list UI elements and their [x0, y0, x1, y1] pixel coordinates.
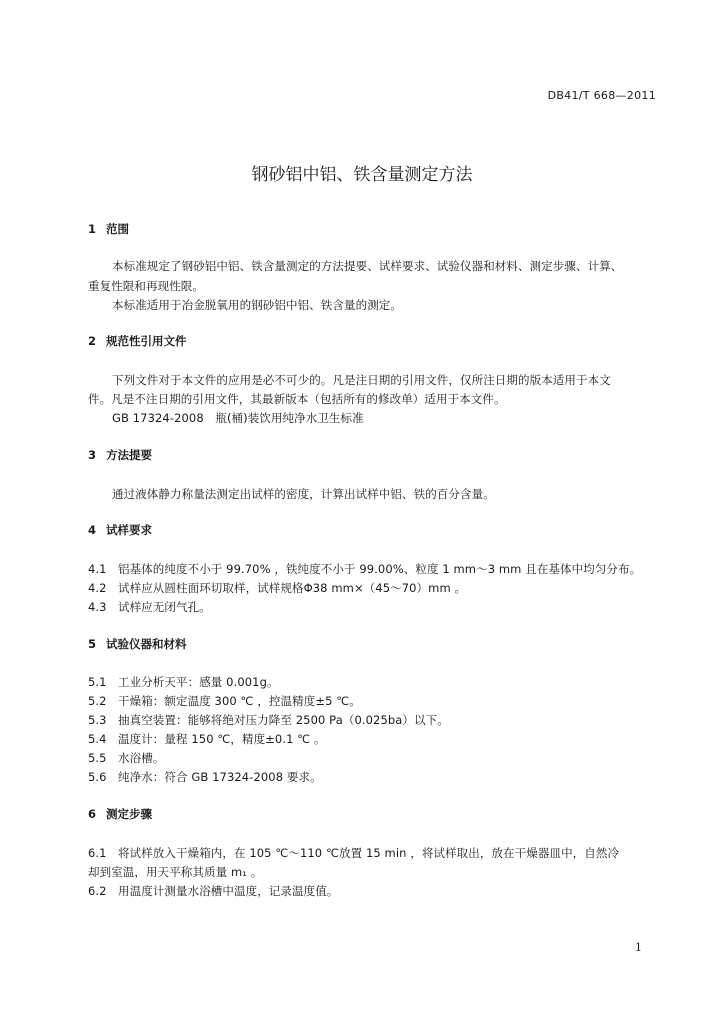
item-number: 6.2	[88, 884, 107, 898]
paragraph-line: 本标准规定了钢砂铝中铝、铁含量测定的方法提要、试样要求、试验仪器和材料、测定步骤、计算、	[112, 259, 623, 273]
item-text: 铝基体的纯度不小于 99.70% ，铁纯度不小于 99.00%、粒度 1 mm～3 mm 且在基体中均匀分布。	[118, 562, 642, 576]
section-1-heading	[88, 221, 129, 237]
item-number: 5.2	[88, 694, 107, 708]
item-number: 4.2	[88, 581, 107, 595]
list-item	[88, 769, 658, 785]
paragraph-line: 通过液体静力称量法测定出试样的密度，计算出试样中铝、铁的百分含量。	[112, 487, 495, 501]
list-item	[88, 561, 658, 577]
list-item	[88, 731, 658, 747]
list-item	[88, 883, 658, 899]
page-number: 1	[635, 941, 642, 954]
paragraph-line: 本标准适用于冶金脱氧用的钢砂铝中铝、铁含量的测定。	[112, 298, 402, 312]
section-number: 5	[88, 637, 97, 651]
item-text: 试样应无闭气孔。	[118, 600, 211, 614]
list-item	[88, 712, 658, 728]
paragraph-line: 重复性限和再现性限。	[88, 279, 204, 293]
list-item	[88, 674, 658, 690]
list-item	[88, 845, 658, 861]
item-text: 抽真空装置：能够将绝对压力降至 2500 Pa（0.025ba）以下。	[118, 713, 449, 727]
section-title: 范围	[106, 222, 129, 236]
item-number: 6.1	[88, 846, 107, 860]
section-title: 方法提要	[106, 448, 152, 462]
item-text: 工业分析天平：感量 0.001g。	[118, 675, 279, 689]
item-number: 5.5	[88, 751, 107, 765]
section-number: 4	[88, 523, 97, 537]
section-number: 6	[88, 807, 97, 821]
section-4-heading	[88, 522, 152, 538]
item-text: 干燥箱：额定温度 300 ℃ ，控温精度±5 ℃。	[118, 694, 361, 708]
section-number: 3	[88, 448, 97, 462]
section-number: 1	[88, 222, 97, 236]
section-2-heading	[88, 333, 187, 349]
item-number: 5.6	[88, 770, 107, 784]
standard-code: DB41/T 668—2011	[547, 89, 656, 102]
item-number: 5.3	[88, 713, 107, 727]
section-title: 规范性引用文件	[106, 334, 187, 348]
paragraph-line: 件。凡是不注日期的引用文件，其最新版本（包括所有的修改单）适用于本文件。	[88, 392, 506, 406]
section-number: 2	[88, 334, 97, 348]
paragraph-line: 下列文件对于本文件的应用是必不可少的。凡是注日期的引用文件，仅所注日期的版本适用于本文	[112, 373, 611, 387]
section-3-heading	[88, 447, 152, 463]
list-item-continuation: 却到室温，用天平称其质量 m₁ 。	[88, 865, 263, 879]
section-5-heading	[88, 636, 187, 652]
item-text: 温度计：量程 150 ℃，精度±0.1 ℃ 。	[118, 732, 326, 746]
item-text: 用温度计测量水浴槽中温度，记录温度值。	[118, 884, 339, 898]
item-number: 4.1	[88, 562, 107, 576]
normative-reference: GB 17324-2008 瓶(桶)装饮用纯净水卫生标准	[112, 411, 364, 425]
item-text: 将试样放入干燥箱内，在 105 ℃～110 ℃放置 15 min ，将试样取出，放在干燥器皿中，自然冷	[118, 846, 620, 860]
item-number: 5.1	[88, 675, 107, 689]
section-title: 试样要求	[106, 523, 152, 537]
item-text: 纯净水：符合 GB 17324-2008 要求。	[118, 770, 322, 784]
list-item	[88, 580, 658, 596]
section-title: 试验仪器和材料	[106, 637, 187, 651]
item-number: 5.4	[88, 732, 107, 746]
section-title: 测定步骤	[106, 807, 152, 821]
document-title: 钢砂铝中铝、铁含量测定方法	[251, 165, 473, 185]
list-item	[88, 693, 658, 709]
list-item	[88, 599, 658, 615]
item-text: 试样应从圆柱面环切取样，试样规格Φ38 mm×（45～70）mm 。	[118, 581, 467, 595]
section-6-heading	[88, 806, 152, 822]
item-number: 4.3	[88, 600, 107, 614]
item-text: 水浴槽。	[118, 751, 165, 765]
list-item	[88, 750, 658, 766]
